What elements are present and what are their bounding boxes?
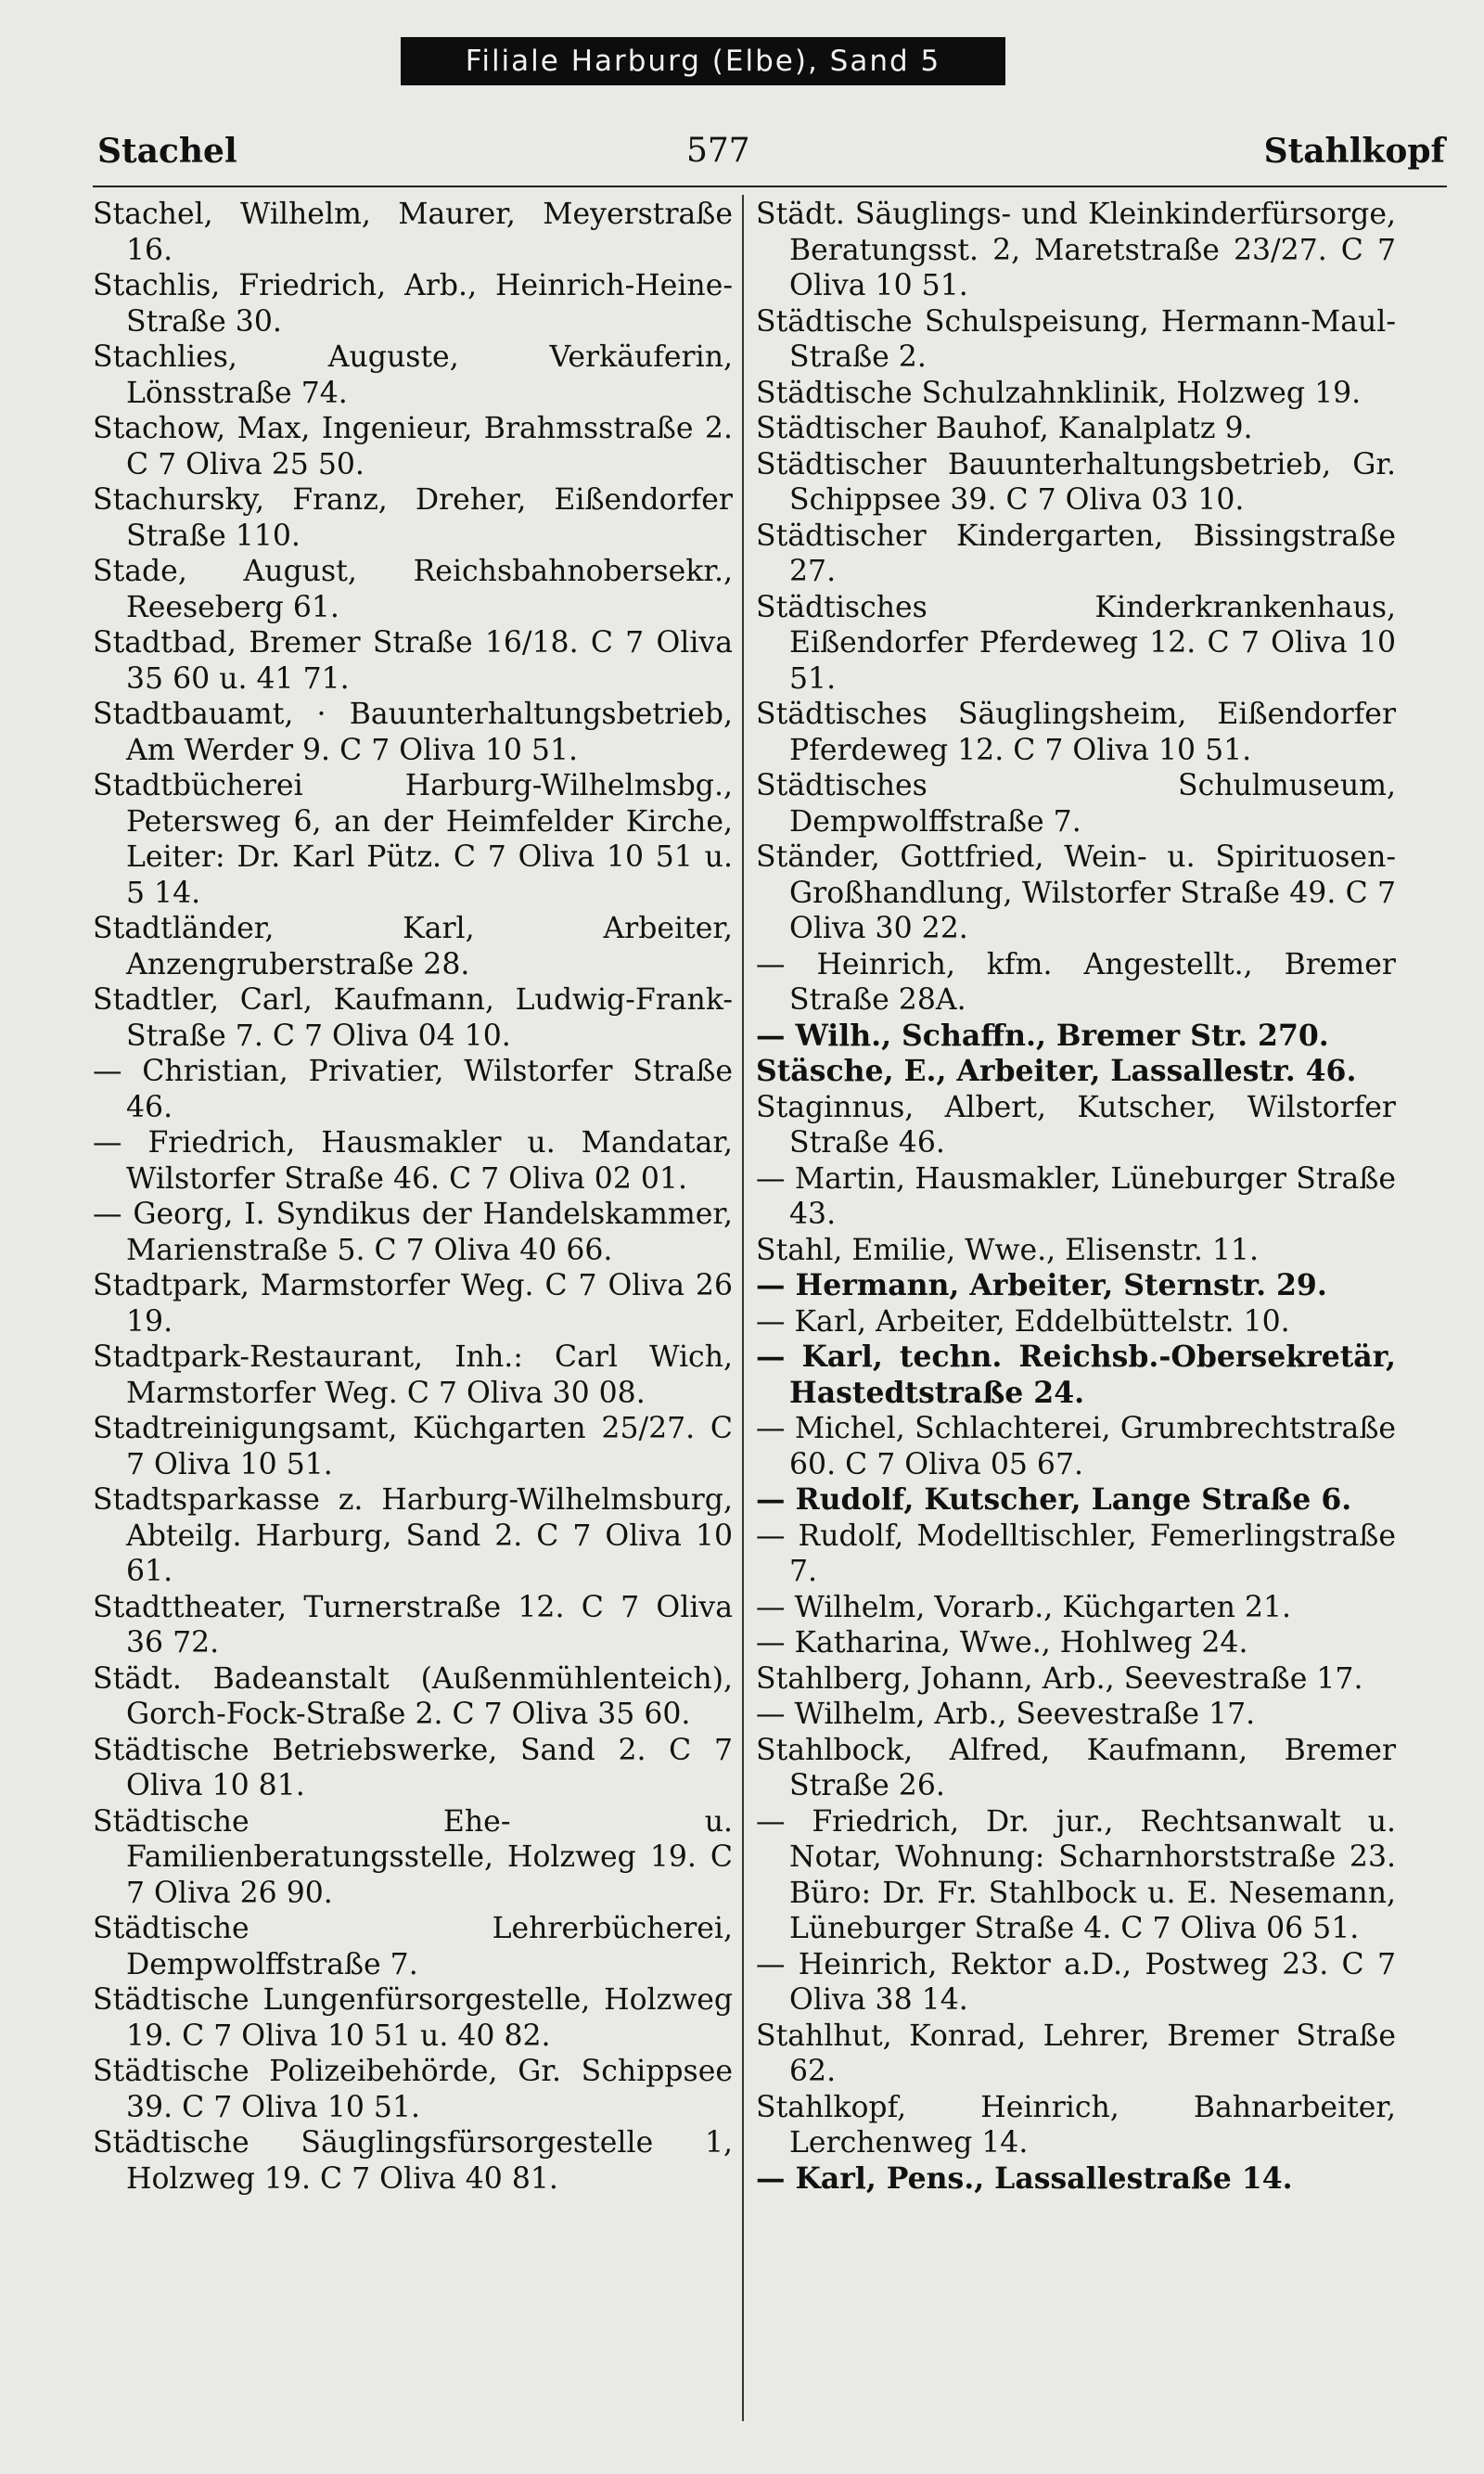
directory-entry: Städtisches Kinderkrankenhaus, Eißendorfer Pferdeweg 12. C 7 Oliva 10 51. xyxy=(756,590,1396,696)
directory-entry: Stade, August, Reichsbahnobersekr., Reeseberg 61. xyxy=(93,555,733,624)
directory-entry: Stahlkopf, Heinrich, Bahnarbeiter, Lerchenweg 14. xyxy=(756,2090,1396,2160)
directory-entry: Städtische Säuglingsfürsorgestelle 1, Holzweg 19. C 7 Oliva 40 81. xyxy=(93,2126,733,2196)
running-head-left: Stachel xyxy=(97,132,237,171)
directory-entry: — Karl, Arbeiter, Eddelbüttelstr. 10. xyxy=(756,1304,1290,1339)
directory-entry: Städt. Säuglings- und Kleinkinderfürsorge, Beratungsst. 2, Maretstraße 23/27. C 7 Oliva 10 51. xyxy=(756,198,1396,302)
directory-entry: — Michel, Schlachterei, Grumbrechtstraße 60. C 7 Oliva 05 67. xyxy=(756,1412,1396,1481)
directory-entry: — Heinrich, Rektor a.D., Postweg 23. C 7 Oliva 38 14. xyxy=(756,1947,1396,2017)
directory-entry: Staginnus, Albert, Kutscher, Wilstorfer Straße 46. xyxy=(756,1090,1396,1160)
directory-entry: Städtische Ehe- u. Familienberatungsstelle, Holzweg 19. C 7 Oliva 26 90. xyxy=(93,1804,733,1910)
directory-entry: — Wilh., Schaffn., Bremer Str. 270. xyxy=(756,1018,1329,1053)
directory-entry: Stadtpark, Marmstorfer Weg. C 7 Oliva 26 19. xyxy=(93,1269,733,1339)
directory-entry: Stahl, Emilie, Wwe., Elisenstr. 11. xyxy=(756,1233,1259,1267)
directory-entry: — Karl, techn. Reichsb.-Obersekretär, Hastedtstraße 24. xyxy=(756,1340,1396,1410)
directory-entry: — Friedrich, Hausmakler u. Mandatar, Wilstorfer Straße 46. C 7 Oliva 02 01. xyxy=(93,1126,733,1196)
page-number: 577 xyxy=(686,132,750,170)
directory-entry: Städtische Polizeibehörde, Gr. Schippsee 39. C 7 Oliva 10 51. xyxy=(93,2055,733,2124)
directory-entry: Stadtbad, Bremer Straße 16/18. C 7 Oliva 35 60 u. 41 71. xyxy=(93,626,733,696)
directory-entry: — Wilhelm, Arb., Seevestraße 17. xyxy=(756,1698,1256,1731)
directory-entry: Städtische Schulspeisung, Hermann-Maul-Straße 2. xyxy=(756,304,1396,374)
directory-entry: — Martin, Hausmakler, Lüneburger Straße 43. xyxy=(756,1161,1396,1231)
directory-entry: Städtische Lehrerbücherei, Dempwolffstraße 7. xyxy=(93,1912,733,1981)
column-divider xyxy=(742,195,744,2421)
directory-entry: Stadttheater, Turnerstraße 12. C 7 Oliva 36 72. xyxy=(93,1590,733,1660)
directory-entry: — Wilhelm, Vorarb., Küchgarten 21. xyxy=(756,1590,1292,1624)
directory-entry: Stachlies, Auguste, Verkäuferin, Lönsstraße 74. xyxy=(93,340,733,410)
header-rule xyxy=(93,186,1447,187)
directory-entry: Städtisches Schulmuseum, Dempwolffstraße 7. xyxy=(756,769,1396,839)
directory-entry: Stahlhut, Konrad, Lehrer, Bremer Straße 62. xyxy=(756,2019,1396,2088)
directory-entry: Stäsche, E., Arbeiter, Lassallestr. 46. xyxy=(756,1054,1357,1088)
directory-entry: — Rudolf, Modelltischler, Femerlingstraße 7. xyxy=(756,1519,1396,1588)
directory-entry: Stadtpark-Restaurant, Inh.: Carl Wich, Marmstorfer Weg. C 7 Oliva 30 08. xyxy=(93,1340,733,1410)
branch-banner: Filiale Harburg (Elbe), Sand 5 xyxy=(401,37,1005,85)
directory-entry: Ständer, Gottfried, Wein- u. Spirituosen-Großhandlung, Wilstorfer Straße 49. C 7 Oliva 30 22. xyxy=(756,840,1396,945)
directory-entry: Städtisches Säuglingsheim, Eißendorfer Pferdeweg 12. C 7 Oliva 10 51. xyxy=(756,698,1396,767)
directory-entry: — Hermann, Arbeiter, Sternstr. 29. xyxy=(756,1268,1327,1302)
directory-entry: — Karl, Pens., Lassallestraße 14. xyxy=(756,2160,1293,2196)
directory-entry: Stadtreinigungsamt, Küchgarten 25/27. C 7 Oliva 10 51. xyxy=(93,1412,733,1481)
right-column xyxy=(756,197,1396,2197)
directory-entry: Stachel, Wilhelm, Maurer, Meyerstraße 16. xyxy=(93,198,733,267)
directory-entry: Stadtler, Carl, Kaufmann, Ludwig-Frank-Straße 7. C 7 Oliva 04 10. xyxy=(93,983,733,1053)
directory-entry: — Heinrich, kfm. Angestellt., Bremer Straße 28A. xyxy=(756,947,1396,1017)
directory-entry: Städtische Schulzahnklinik, Holzweg 19. xyxy=(756,376,1362,410)
directory-entry: Städt. Badeanstalt (Außenmühlenteich), Gorch-Fock-Straße 2. C 7 Oliva 35 60. xyxy=(93,1661,733,1731)
directory-entry: Städtischer Bauunterhaltungsbetrieb, Gr. Schippsee 39. C 7 Oliva 03 10. xyxy=(756,447,1396,517)
directory-entry: — Friedrich, Dr. jur., Rechtsanwalt u. Notar, Wohnung: Scharnhorststraße 23. Büro: Dr. Fr. Stahlbock u. E. Nesemann, Lüneburger Straße 4. C 7 Oliva 06 51. xyxy=(756,1804,1396,1945)
directory-entry: Stadtbauamt, · Bauunterhaltungsbetrieb, Am Werder 9. C 7 Oliva 10 51. xyxy=(93,698,733,767)
directory-entry: — Katharina, Wwe., Hohlweg 24. xyxy=(756,1626,1248,1660)
directory-entry: Stachursky, Franz, Dreher, Eißendorfer Straße 110. xyxy=(93,483,733,553)
directory-entry: Stadtbücherei Harburg-Wilhelmsbg., Petersweg 6, an der Heimfelder Kirche, Leiter: Dr. Karl Pütz. C 7 Oliva 10 51 u. 5 14. xyxy=(93,769,733,910)
running-head-right: Stahlkopf xyxy=(1263,132,1445,171)
directory-entry: Stachlis, Friedrich, Arb., Heinrich-Heine-Straße 30. xyxy=(93,269,733,339)
directory-entry: Stadtländer, Karl, Arbeiter, Anzengruberstraße 28. xyxy=(93,912,733,981)
directory-entry: — Georg, I. Syndikus der Handelskammer, Marienstraße 5. C 7 Oliva 40 66. xyxy=(93,1198,733,1267)
directory-entry: Stachow, Max, Ingenieur, Brahmsstraße 2. C 7 Oliva 25 50. xyxy=(93,412,733,481)
directory-entry: Städtische Lungenfürsorgestelle, Holzweg 19. C 7 Oliva 10 51 u. 40 82. xyxy=(93,1983,733,2053)
left-column xyxy=(93,197,733,2197)
directory-entry: Städtischer Bauhof, Kanalplatz 9. xyxy=(756,412,1253,445)
directory-entry: Stadtsparkasse z. Harburg-Wilhelmsburg, Abteilg. Harburg, Sand 2. C 7 Oliva 10 61. xyxy=(93,1483,733,1588)
directory-entry: Städtischer Kindergarten, Bissingstraße 27. xyxy=(756,519,1396,588)
directory-entry: Städtische Betriebswerke, Sand 2. C 7 Oliva 10 81. xyxy=(93,1733,733,1802)
directory-entry: — Christian, Privatier, Wilstorfer Straße 46. xyxy=(93,1055,733,1124)
directory-entry: — Rudolf, Kutscher, Lange Straße 6. xyxy=(756,1482,1352,1517)
directory-entry: Stahlberg, Johann, Arb., Seevestraße 17. xyxy=(756,1661,1363,1696)
directory-entry: Stahlbock, Alfred, Kaufmann, Bremer Straße 26. xyxy=(756,1733,1396,1802)
